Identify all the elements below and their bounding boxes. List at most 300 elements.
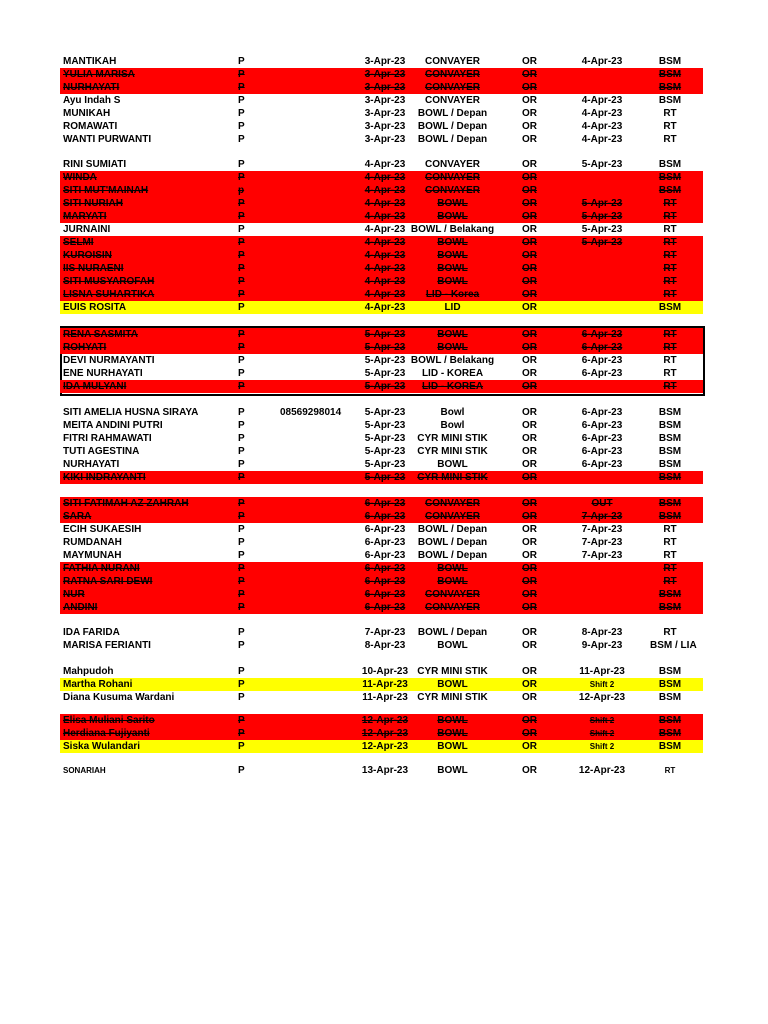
cell-date: 5-Apr-23 bbox=[364, 368, 406, 379]
cell-or: OR bbox=[522, 355, 537, 366]
cell-date: 3-Apr-23 bbox=[364, 95, 406, 106]
cell-name: ANDINI bbox=[63, 602, 98, 613]
table-row bbox=[60, 288, 703, 301]
cell-part: BOWL bbox=[437, 576, 468, 587]
table-row bbox=[60, 81, 703, 94]
cell-part: LID - KOREA bbox=[421, 381, 484, 392]
table-row bbox=[60, 639, 703, 652]
table-row bbox=[60, 714, 703, 727]
cell-name: NUR bbox=[63, 589, 85, 600]
cell-or: OR bbox=[522, 263, 537, 274]
cell-date-next: 6-Apr-23 bbox=[581, 420, 623, 431]
cell-name: Siska Wulandari bbox=[63, 741, 141, 752]
cell-name: FATHIA NURANI bbox=[63, 563, 140, 574]
cell-date: 4-Apr-23 bbox=[364, 198, 406, 209]
cell-part: BOWL bbox=[437, 563, 468, 574]
cell-or: OR bbox=[522, 741, 537, 752]
cell-unit: RT bbox=[663, 550, 677, 561]
cell-or: OR bbox=[522, 329, 537, 340]
cell-date-next: 12-Apr-23 bbox=[578, 765, 626, 776]
cell-date-next bbox=[558, 562, 646, 575]
table-row bbox=[60, 764, 703, 777]
cell-name: LISNA SUHARTIKA bbox=[63, 289, 155, 300]
cell-name: RATNA SARI DEWI bbox=[63, 576, 153, 587]
cell-or: OR bbox=[522, 224, 537, 235]
cell-date-next bbox=[558, 262, 646, 275]
cell-or: OR bbox=[522, 692, 537, 703]
cell-status-p: P bbox=[238, 224, 245, 235]
cell-name: SONARIAH bbox=[63, 766, 106, 775]
cell-unit: BSM bbox=[658, 741, 682, 752]
cell-part: Bowl bbox=[440, 407, 465, 418]
cell-part: BOWL / Depan bbox=[417, 550, 488, 561]
cell-or: OR bbox=[522, 627, 537, 638]
table-row bbox=[60, 275, 703, 288]
cell-date: 5-Apr-23 bbox=[364, 355, 406, 366]
cell-unit: BSM bbox=[658, 95, 682, 106]
cell-name: IDA MULYANI bbox=[63, 381, 127, 392]
cell-date-next bbox=[558, 575, 646, 588]
table-row bbox=[60, 210, 703, 223]
cell-name: Diana Kusuma Wardani bbox=[63, 692, 175, 703]
cell-unit: BSM bbox=[658, 472, 682, 483]
cell-or: OR bbox=[522, 589, 537, 600]
table-row bbox=[60, 727, 703, 740]
table-row bbox=[60, 367, 703, 380]
table-row bbox=[60, 94, 703, 107]
cell-or: OR bbox=[522, 368, 537, 379]
table-row bbox=[60, 665, 703, 678]
cell-name: Martha Rohani bbox=[63, 679, 133, 690]
cell-status-p: P bbox=[238, 172, 245, 183]
cell-unit: RT bbox=[663, 263, 677, 274]
cell-unit: BSM bbox=[658, 728, 682, 739]
cell-date-next bbox=[558, 275, 646, 288]
table-row bbox=[60, 432, 703, 445]
table-row bbox=[60, 158, 703, 171]
cell-unit: BSM / LIA bbox=[650, 640, 697, 651]
cell-date: 5-Apr-23 bbox=[364, 342, 406, 353]
cell-unit: BSM bbox=[658, 82, 682, 93]
cell-part: BOWL bbox=[437, 329, 468, 340]
cell-date: 6-Apr-23 bbox=[364, 576, 406, 587]
cell-date: 8-Apr-23 bbox=[364, 640, 406, 651]
cell-date: 13-Apr-23 bbox=[361, 765, 409, 776]
cell-date-next: 6-Apr-23 bbox=[581, 368, 623, 379]
cell-part: CONVAYER bbox=[424, 589, 480, 600]
cell-status-p: P bbox=[238, 692, 245, 703]
cell-name: RINI SUMIATI bbox=[63, 159, 127, 170]
table-row bbox=[60, 536, 703, 549]
cell-unit: RT bbox=[663, 108, 677, 119]
table-row bbox=[60, 626, 703, 639]
cell-date-next: 6-Apr-23 bbox=[581, 407, 623, 418]
cell-status-p: P bbox=[238, 472, 245, 483]
cell-status-p: P bbox=[238, 342, 245, 353]
cell-unit: RT bbox=[663, 224, 677, 235]
cell-or: OR bbox=[522, 640, 537, 651]
cell-status-p: P bbox=[238, 302, 245, 313]
cell-status-p: P bbox=[238, 289, 245, 300]
cell-status-p: P bbox=[238, 407, 245, 418]
cell-status-p: P bbox=[238, 355, 245, 366]
cell-or: OR bbox=[522, 511, 537, 522]
cell-date: 4-Apr-23 bbox=[364, 263, 406, 274]
cell-status-p: P bbox=[238, 276, 245, 287]
cell-unit: RT bbox=[663, 342, 677, 353]
cell-part: BOWL bbox=[437, 728, 468, 739]
cell-date: 6-Apr-23 bbox=[364, 498, 406, 509]
cell-status-p: p bbox=[238, 185, 245, 196]
cell-date: 4-Apr-23 bbox=[364, 159, 406, 170]
cell-date: 11-Apr-23 bbox=[362, 692, 408, 703]
cell-date: 12-Apr-23 bbox=[361, 741, 409, 752]
cell-name: IDA FARIDA bbox=[63, 627, 120, 638]
cell-status-p: P bbox=[238, 159, 245, 170]
cell-unit: BSM bbox=[658, 446, 682, 457]
cell-or: OR bbox=[522, 537, 537, 548]
table-row bbox=[60, 328, 703, 341]
cell-name: DEVI NURMAYANTI bbox=[63, 355, 155, 366]
cell-date-next: 6-Apr-23 bbox=[581, 446, 623, 457]
cell-status-p: P bbox=[238, 95, 245, 106]
cell-part: BOWL bbox=[437, 765, 468, 776]
cell-or: OR bbox=[522, 134, 537, 145]
cell-part: BOWL / Belakang bbox=[410, 355, 495, 366]
cell-part: LID bbox=[444, 302, 461, 313]
cell-date: 4-Apr-23 bbox=[364, 172, 406, 183]
cell-or: OR bbox=[522, 56, 537, 67]
cell-name: Elisa Muliani Sarito bbox=[63, 715, 155, 726]
cell-date-next bbox=[558, 68, 646, 81]
cell-or: OR bbox=[522, 159, 537, 170]
cell-or: OR bbox=[522, 82, 537, 93]
cell-unit: RT bbox=[663, 381, 677, 392]
cell-name: NURHAYATI bbox=[63, 82, 120, 93]
cell-part: Bowl bbox=[440, 420, 465, 431]
table-row bbox=[60, 341, 703, 354]
cell-date-next: 4-Apr-23 bbox=[581, 121, 623, 132]
cell-part: BOWL bbox=[437, 741, 468, 752]
cell-date: 3-Apr-23 bbox=[364, 69, 406, 80]
cell-status-p: P bbox=[238, 446, 245, 457]
cell-status-p: P bbox=[238, 237, 245, 248]
cell-date-next: 4-Apr-23 bbox=[581, 56, 623, 67]
cell-name: WINDA bbox=[63, 172, 97, 183]
cell-date: 6-Apr-23 bbox=[364, 589, 406, 600]
cell-or: OR bbox=[522, 108, 537, 119]
cell-name: FITRI RAHMAWATI bbox=[63, 433, 152, 444]
cell-date-next: 4-Apr-23 bbox=[581, 95, 623, 106]
cell-unit: RT bbox=[663, 289, 677, 300]
cell-or: OR bbox=[522, 69, 537, 80]
cell-status-p: P bbox=[238, 263, 245, 274]
cell-date-next: 5-Apr-23 bbox=[581, 159, 623, 170]
cell-or: OR bbox=[522, 666, 537, 677]
cell-or: OR bbox=[522, 198, 537, 209]
cell-unit: RT bbox=[663, 537, 677, 548]
cell-date-next: 12-Apr-23 bbox=[578, 692, 626, 703]
cell-part: CONVAYER bbox=[424, 95, 480, 106]
cell-date-next bbox=[558, 380, 646, 393]
cell-status-p: P bbox=[238, 679, 245, 690]
table-row bbox=[60, 562, 703, 575]
cell-unit: BSM bbox=[658, 679, 682, 690]
cell-unit: RT bbox=[663, 134, 677, 145]
table-row bbox=[60, 55, 703, 68]
cell-date: 5-Apr-23 bbox=[364, 381, 406, 392]
table-row bbox=[60, 197, 703, 210]
cell-part: LID - KOREA bbox=[421, 368, 484, 379]
cell-or: OR bbox=[522, 472, 537, 483]
cell-name: SELMI bbox=[63, 237, 94, 248]
cell-unit: RT bbox=[663, 211, 677, 222]
cell-status-p: P bbox=[238, 498, 245, 509]
table-row bbox=[60, 406, 703, 419]
cell-status-p: P bbox=[238, 134, 245, 145]
table-row bbox=[60, 236, 703, 249]
cell-date: 4-Apr-23 bbox=[364, 302, 406, 313]
cell-date-next: 9-Apr-23 bbox=[581, 640, 623, 651]
cell-date-next: 7-Apr-23 bbox=[581, 524, 623, 535]
table-row bbox=[60, 68, 703, 81]
cell-unit: RT bbox=[663, 355, 677, 366]
cell-name: IIS NURAENI bbox=[63, 263, 124, 274]
cell-date-next: 4-Apr-23 bbox=[581, 134, 623, 145]
cell-or: OR bbox=[522, 172, 537, 183]
cell-status-p: P bbox=[238, 728, 245, 739]
cell-date: 5-Apr-23 bbox=[364, 407, 406, 418]
cell-unit: RT bbox=[663, 276, 677, 287]
cell-date-next: 6-Apr-23 bbox=[581, 329, 623, 340]
cell-status-p: P bbox=[238, 640, 245, 651]
cell-status-p: P bbox=[238, 459, 245, 470]
table-row bbox=[60, 223, 703, 236]
cell-status-p: P bbox=[238, 69, 245, 80]
cell-unit: RT bbox=[663, 237, 677, 248]
cell-unit: RT bbox=[663, 576, 677, 587]
cell-status-p: P bbox=[238, 82, 245, 93]
cell-date: 5-Apr-23 bbox=[364, 433, 406, 444]
table-row bbox=[60, 354, 703, 367]
cell-name: SITI MUT'MAINAH bbox=[63, 185, 149, 196]
cell-unit: BSM bbox=[658, 511, 682, 522]
cell-part: BOWL / Depan bbox=[417, 627, 488, 638]
cell-status-p: P bbox=[238, 198, 245, 209]
cell-phone: 08569298014 bbox=[280, 407, 342, 418]
table-row bbox=[60, 120, 703, 133]
cell-date-next: 7-Apr-23 bbox=[581, 537, 623, 548]
table-row bbox=[60, 691, 703, 704]
cell-part: CYR MINI STIK bbox=[417, 472, 488, 483]
cell-unit: BSM bbox=[658, 185, 682, 196]
cell-part: CONVAYER bbox=[424, 498, 480, 509]
cell-status-p: P bbox=[238, 211, 245, 222]
cell-unit: RT bbox=[663, 329, 677, 340]
cell-status-p: P bbox=[238, 381, 245, 392]
cell-date: 4-Apr-23 bbox=[364, 224, 406, 235]
cell-status-p: P bbox=[238, 550, 245, 561]
table-row bbox=[60, 184, 703, 197]
table-row bbox=[60, 497, 703, 510]
cell-part: BOWL bbox=[437, 679, 468, 690]
cell-date-next: Shift 2 bbox=[589, 680, 615, 689]
cell-or: OR bbox=[522, 550, 537, 561]
cell-date: 5-Apr-23 bbox=[364, 420, 406, 431]
cell-part: CONVAYER bbox=[424, 69, 480, 80]
cell-name: JURNAINI bbox=[63, 224, 111, 235]
cell-or: OR bbox=[522, 121, 537, 132]
cell-unit: BSM bbox=[658, 715, 682, 726]
cell-status-p: P bbox=[238, 765, 245, 776]
cell-unit: RT bbox=[663, 524, 677, 535]
cell-name: MANTIKAH bbox=[63, 56, 117, 67]
cell-date-next bbox=[558, 588, 646, 601]
cell-or: OR bbox=[522, 185, 537, 196]
table-row bbox=[60, 133, 703, 146]
cell-status-p: P bbox=[238, 602, 245, 613]
cell-status-p: P bbox=[238, 121, 245, 132]
cell-name: ROHYATI bbox=[63, 342, 107, 353]
cell-part: BOWL bbox=[437, 198, 468, 209]
cell-name: SARA bbox=[63, 511, 92, 522]
cell-or: OR bbox=[522, 563, 537, 574]
table-row bbox=[60, 301, 703, 314]
cell-name: YULIA MARISA bbox=[63, 69, 135, 80]
cell-date-next: Shift 2 bbox=[589, 716, 615, 725]
cell-part: BOWL bbox=[437, 211, 468, 222]
cell-or: OR bbox=[522, 715, 537, 726]
cell-status-p: P bbox=[238, 715, 245, 726]
cell-name: MEITA ANDINI PUTRI bbox=[63, 420, 163, 431]
cell-date-next: Shift 2 bbox=[589, 742, 615, 751]
cell-unit: RT bbox=[664, 766, 676, 775]
cell-name: Mahpudoh bbox=[63, 666, 114, 677]
cell-date: 10-Apr-23 bbox=[361, 666, 409, 677]
cell-date-next: 7-Apr-23 bbox=[581, 511, 623, 522]
table-row bbox=[60, 575, 703, 588]
cell-date-next: 7-Apr-23 bbox=[581, 550, 623, 561]
cell-unit: RT bbox=[663, 121, 677, 132]
cell-unit: BSM bbox=[658, 302, 682, 313]
cell-date: 4-Apr-23 bbox=[364, 289, 406, 300]
cell-date: 6-Apr-23 bbox=[364, 524, 406, 535]
table-row bbox=[60, 107, 703, 120]
cell-or: OR bbox=[522, 498, 537, 509]
cell-date-next bbox=[558, 81, 646, 94]
cell-or: OR bbox=[522, 524, 537, 535]
cell-part: CONVAYER bbox=[424, 185, 480, 196]
cell-unit: BSM bbox=[658, 602, 682, 613]
cell-status-p: P bbox=[238, 576, 245, 587]
cell-name: MARISA FERIANTI bbox=[63, 640, 151, 651]
cell-name: SITI AMELIA HUSNA SIRAYA bbox=[63, 407, 199, 418]
cell-unit: RT bbox=[663, 250, 677, 261]
cell-date: 6-Apr-23 bbox=[364, 550, 406, 561]
cell-unit: RT bbox=[663, 627, 677, 638]
table-row bbox=[60, 249, 703, 262]
table-row bbox=[60, 523, 703, 536]
cell-status-p: P bbox=[238, 537, 245, 548]
cell-or: OR bbox=[522, 407, 537, 418]
cell-date-next bbox=[558, 249, 646, 262]
cell-name: KIKI INDRAYANTI bbox=[63, 472, 146, 483]
cell-date-next: 4-Apr-23 bbox=[581, 108, 623, 119]
table-row bbox=[60, 471, 703, 484]
cell-date-next: 6-Apr-23 bbox=[581, 355, 623, 366]
cell-part: CYR MINI STIK bbox=[417, 446, 488, 457]
cell-unit: BSM bbox=[658, 666, 682, 677]
cell-unit: BSM bbox=[658, 589, 682, 600]
cell-part: CONVAYER bbox=[424, 172, 480, 183]
cell-or: OR bbox=[522, 302, 537, 313]
cell-name: Herdiana Fujiyanti bbox=[63, 728, 150, 739]
cell-date: 5-Apr-23 bbox=[364, 329, 406, 340]
cell-status-p: P bbox=[238, 589, 245, 600]
cell-date-next: 6-Apr-23 bbox=[581, 342, 623, 353]
cell-part: BOWL bbox=[437, 276, 468, 287]
cell-date-next: 6-Apr-23 bbox=[581, 459, 623, 470]
cell-status-p: P bbox=[238, 329, 245, 340]
cell-or: OR bbox=[522, 433, 537, 444]
cell-date: 3-Apr-23 bbox=[364, 121, 406, 132]
cell-date-next bbox=[558, 288, 646, 301]
cell-date-next: OUT bbox=[591, 498, 613, 509]
cell-date-next: 11-Apr-23 bbox=[579, 666, 625, 677]
cell-status-p: P bbox=[238, 108, 245, 119]
cell-or: OR bbox=[522, 381, 537, 392]
cell-part: BOWL / Depan bbox=[417, 537, 488, 548]
cell-part: BOWL / Depan bbox=[417, 524, 488, 535]
cell-date-next: 5-Apr-23 bbox=[581, 211, 623, 222]
cell-name: RENA SASMITA bbox=[63, 329, 138, 340]
cell-part: BOWL bbox=[437, 459, 468, 470]
cell-or: OR bbox=[522, 446, 537, 457]
cell-date-next bbox=[558, 601, 646, 614]
cell-unit: RT bbox=[663, 563, 677, 574]
table-row bbox=[60, 380, 703, 393]
cell-unit: BSM bbox=[658, 498, 682, 509]
cell-date-next bbox=[558, 184, 646, 197]
cell-or: OR bbox=[522, 276, 537, 287]
cell-date: 4-Apr-23 bbox=[364, 276, 406, 287]
cell-name: KUROISIN bbox=[63, 250, 112, 261]
cell-part: BOWL / Depan bbox=[417, 121, 488, 132]
cell-date: 3-Apr-23 bbox=[364, 134, 406, 145]
cell-part: BOWL / Belakang bbox=[410, 224, 495, 235]
cell-date: 4-Apr-23 bbox=[364, 237, 406, 248]
cell-status-p: P bbox=[238, 433, 245, 444]
cell-part: BOWL bbox=[437, 237, 468, 248]
cell-unit: BSM bbox=[658, 433, 682, 444]
cell-status-p: P bbox=[238, 250, 245, 261]
cell-or: OR bbox=[522, 576, 537, 587]
cell-name: ROMAWATI bbox=[63, 121, 118, 132]
cell-status-p: P bbox=[238, 627, 245, 638]
cell-date-next: 5-Apr-23 bbox=[581, 237, 623, 248]
cell-or: OR bbox=[522, 95, 537, 106]
cell-date: 4-Apr-23 bbox=[364, 250, 406, 261]
cell-status-p: P bbox=[238, 524, 245, 535]
cell-part: CONVAYER bbox=[424, 602, 480, 613]
cell-or: OR bbox=[522, 342, 537, 353]
cell-name: SITI FATIMAH AZ ZAHRAH bbox=[63, 498, 189, 509]
cell-or: OR bbox=[522, 459, 537, 470]
cell-part: CYR MINI STIK bbox=[417, 433, 488, 444]
cell-name: NURHAYATI bbox=[63, 459, 120, 470]
cell-status-p: P bbox=[238, 563, 245, 574]
cell-date-next bbox=[558, 171, 646, 184]
